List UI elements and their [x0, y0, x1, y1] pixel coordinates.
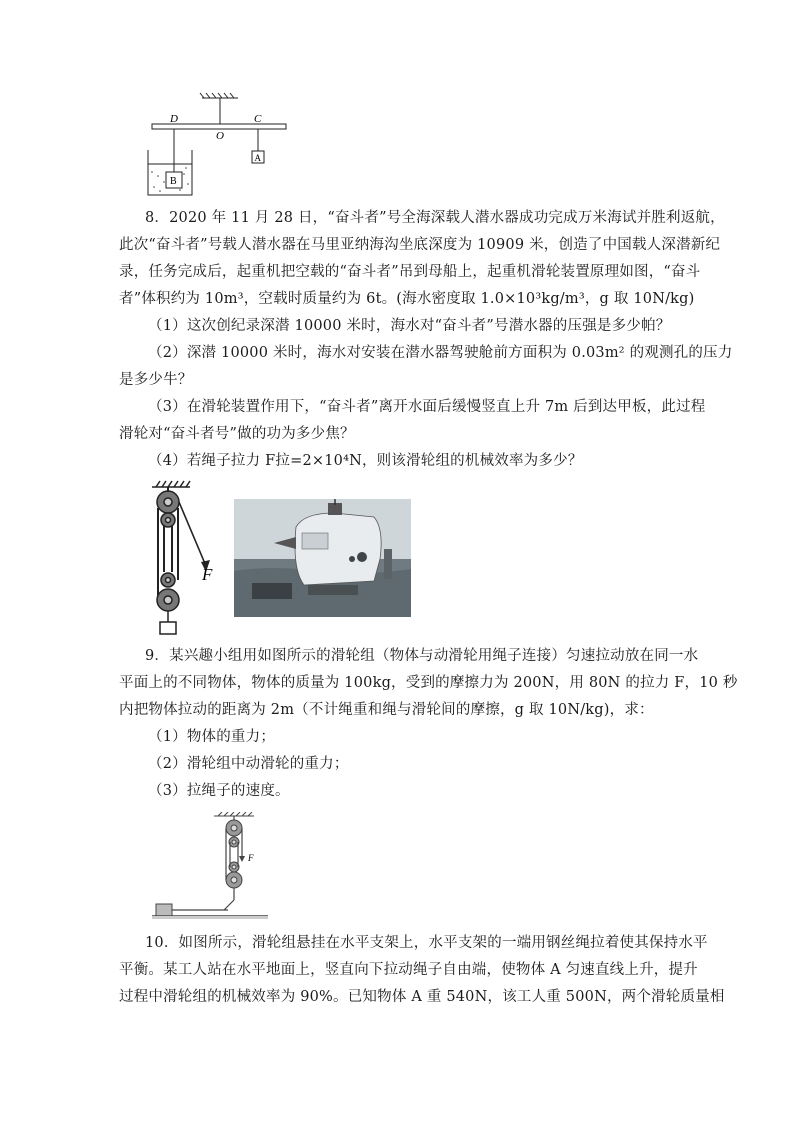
q8-subquestion-3: （3）在滑轮装置作用下，“奋斗者”离开水面后缓慢竖直上升 7m 后到达甲板，此过程 [148, 399, 706, 415]
label-C: C [254, 113, 262, 125]
q10-line: 过程中滑轮组的机械效率为 90%。已知物体 A 重 540N，该工人重 500N，两个滑轮质量相 [119, 989, 725, 1005]
q8-subquestion-4: （4）若绳子拉力 F拉=2×10⁴N，则该滑轮组的机械效率为多少？ [148, 453, 583, 469]
q9-subquestion-1: （1）物体的重力； [148, 729, 276, 745]
q8-line: 此次“奋斗者”号载人潜水器在马里亚纳海沟坐底深度为 10909 米，创造了中国载人深潜新纪 [119, 237, 721, 253]
q9-subquestion-3: （3）拉绳子的速度。 [148, 783, 290, 799]
q9-line: 平面上的不同物体，物体的质量为 100kg，受到的摩擦力为 200N，用 80N 的拉力 F，10 秒 [119, 675, 738, 691]
q8-subquestion-2: （2）深潜 10000 米时，海水对安装在潜水器驾驶舱前方面积为 0.03m² 的观测孔的压力 [148, 345, 733, 361]
force-label-F: F [202, 565, 213, 584]
q8-line: 8．2020 年 11 月 28 日，“奋斗者”号全海深载人潜水器成功完成万米海试并胜利返航， [145, 210, 725, 226]
q8-line: 者”体积约为 10m³，空载时质量约为 6t。(海水密度取 1.0×10³kg/m³，g 取 10N/kg) [119, 291, 695, 307]
submersible-photo [234, 499, 411, 617]
q8-line: 滑轮对“奋斗者号”做的功为多少焦？ [119, 426, 355, 442]
q8-subquestion-1: （1）这次创纪录深潜 10000 米时，海水对“奋斗者”号潜水器的压强是多少帕？ [148, 318, 671, 334]
q9-line: 内把物体拉动的距离为 2m（不计绳重和绳与滑轮间的摩擦，g 取 10N/kg)，求： [119, 702, 654, 718]
q9-line: 9．某兴趣小组用如图所示的滑轮组（物体与动滑轮用绳子连接）匀速拉动放在同一水 [145, 648, 699, 664]
q10-line: 10．如图所示，滑轮组悬挂在水平支架上，水平支架的一端用钢丝绳拉着使其保持水平 [145, 935, 708, 951]
label-D: D [170, 113, 178, 125]
label-B: B [170, 176, 177, 187]
lever-figure [140, 92, 300, 202]
pulley-figure-q9 [150, 812, 270, 920]
label-O: O [216, 130, 224, 142]
force-label-F-q9: F [248, 853, 254, 863]
pulley-figure-q8 [148, 480, 228, 636]
q8-line: 录，任务完成后，起重机把空载的“奋斗者”吊到母船上，起重机滑轮装置原理如图，“奋斗 [119, 264, 701, 280]
q9-subquestion-2: （2）滑轮组中动滑轮的重力； [148, 756, 349, 772]
q10-line: 平衡。某工人站在水平地面上，竖直向下拉动绳子自由端，使物体 A 匀速直线上升，提升 [119, 962, 698, 978]
label-A: A [254, 153, 261, 163]
q8-line: 是多少牛？ [119, 372, 193, 388]
